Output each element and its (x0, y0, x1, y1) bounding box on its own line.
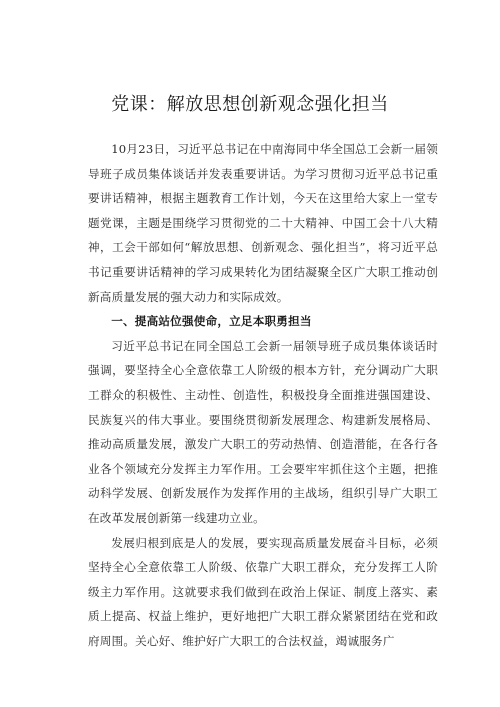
document-title: 党课：解放思想创新观念强化担当 (111, 94, 389, 115)
intro-paragraph: 10月23日，习近平总书记在中南海同中华全国总工会新一届领导班子成员集体谈话并发表重要讲话。为学习贯彻习近平总书记重要讲话精神，根据主题教育工作计划，今天在这里给大家上一堂专题党课，主题是围绕学习贯彻党的二十大精神、中国工会十八大精神，工会干部如何“解放思想、创新观念、强化担当”，将习近平总书记重要讲话精神的学习成果转化为团结凝聚全区广大职工推动创新高质量发展的强大动力和实际成效。 (88, 142, 438, 304)
section-paragraph: 发展归根到底是人的发展，要实现高质量发展奋斗目标，必须坚持全心全意依靠工人阶级、依靠广大职工群众，充分发挥工人阶级主力军作用。这就要求我们做到在政治上保证、制度上落实、素质上提高、权益上维护，更好地把广大职工群众紧紧团结在党和政府周围。关心好、维护好广大职工的合法权益，竭诚服务广 (88, 535, 438, 648)
section-paragraph: 习近平总书记在同全国总工会新一届领导班子成员集体谈话时强调，要坚持全心全意依靠工人阶级的根本方针，充分调动广大职工群众的积极性、主动性、创造性，积极投身全面推进强国建设、民族复兴的伟大事业。要围绕贯彻新发展理念、构建新发展格局、推动高质量发展，激发广大职工的劳动热情、创造潜能，在各行各业各个领域充分发挥主力军作用。工会要牢牢抓住这个主题，把推动科学发展、创新发展作为发挥作用的主战场，组织引导广大职工在改革发展创新第一线建功立业。 (88, 338, 438, 525)
document-body (88, 137, 438, 653)
section-heading: 一、提高站位强使命，立足本职勇担当 (111, 314, 312, 329)
